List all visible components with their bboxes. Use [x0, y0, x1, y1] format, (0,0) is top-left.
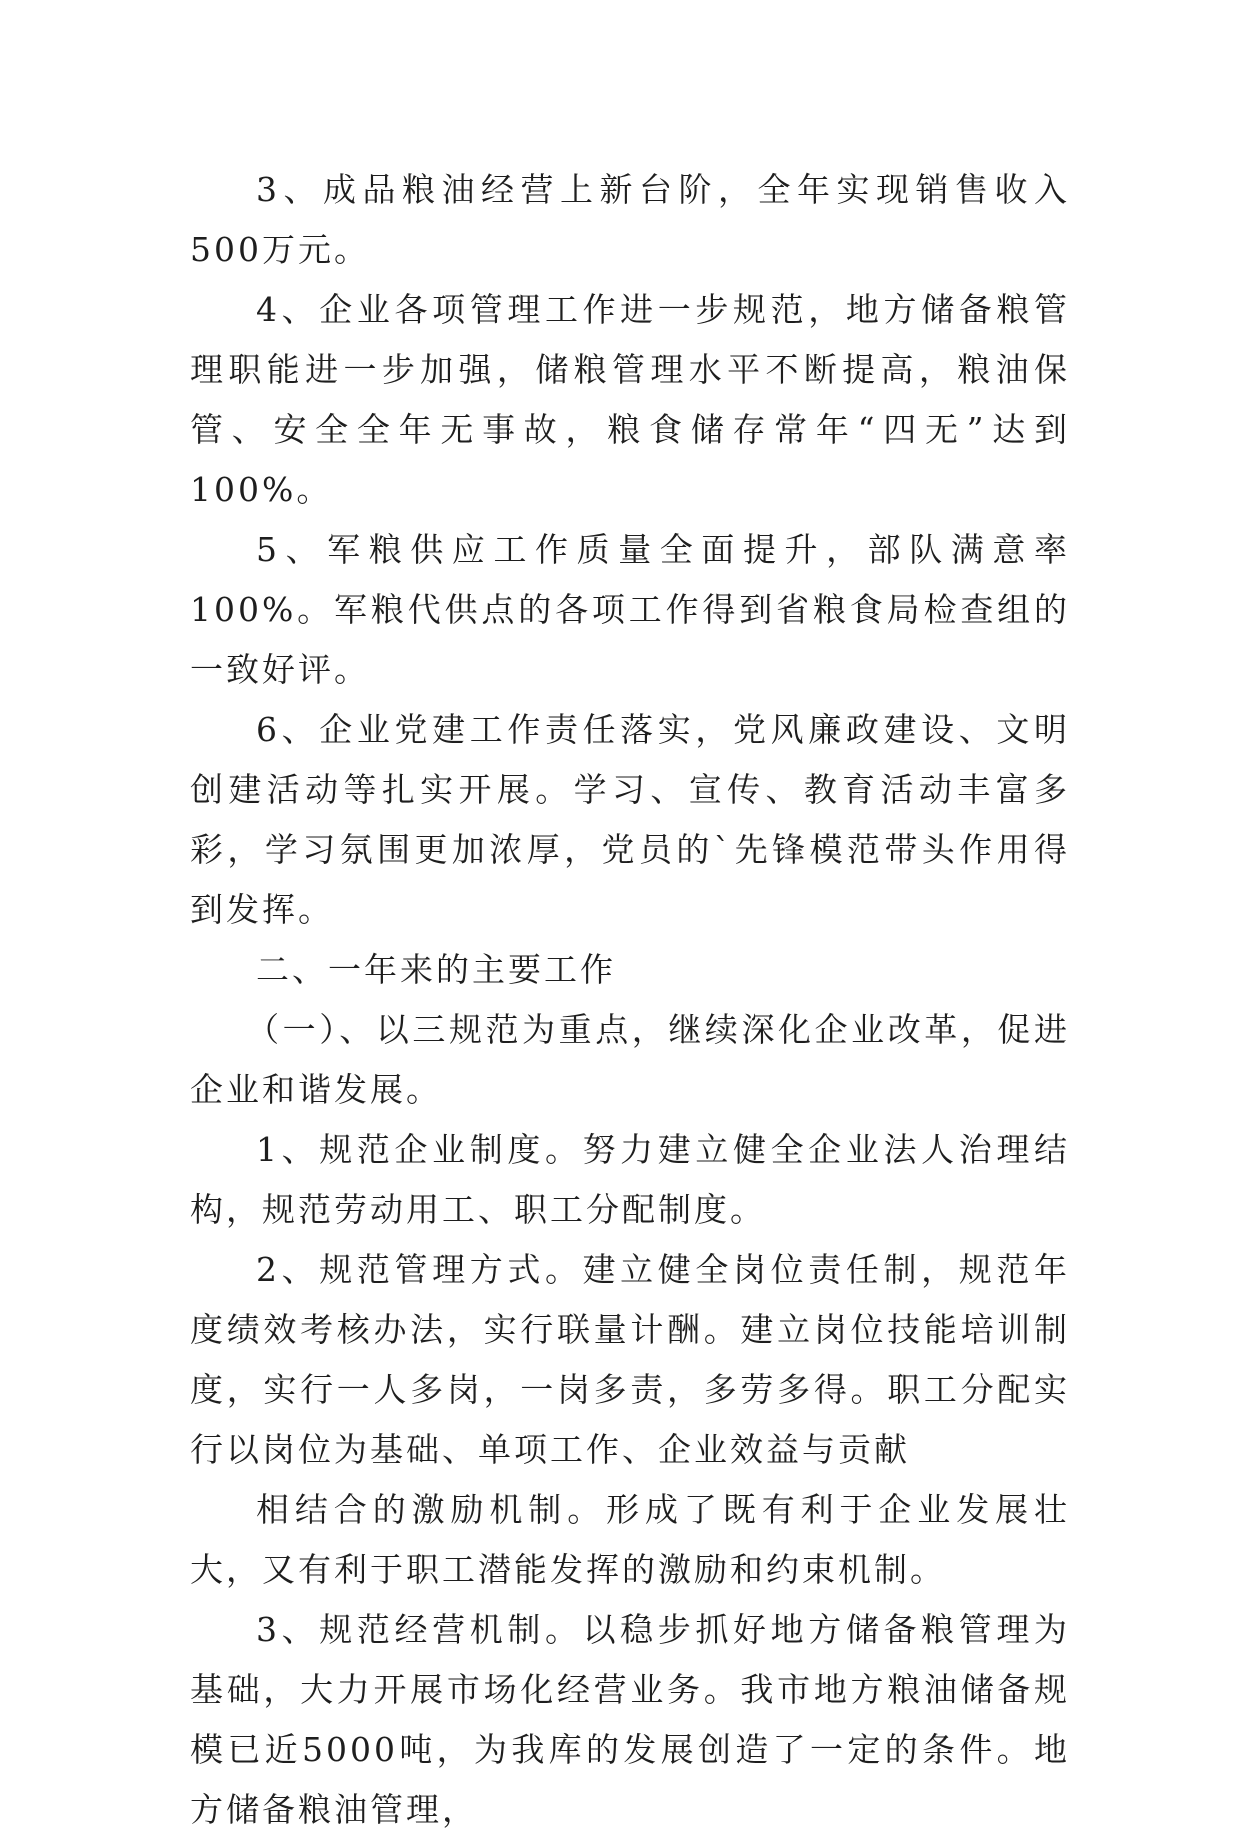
document-body: [190, 160, 1070, 1840]
paragraph-incentive-mechanism: 相结合的激励机制。形成了既有利于企业发展壮大，又有利于职工潜能发挥的激励和约束机制。: [190, 1490, 1070, 1589]
paragraph-military-grain-supply: 5、军粮供应工作质量全面提升，部队满意率100%。军粮代供点的各项工作得到省粮食局检查组的一致好评。: [190, 530, 1070, 689]
section-heading-main-work: 二、一年来的主要工作: [256, 950, 616, 989]
paragraph-enterprise-system: 1、规范企业制度。努力建立健全企业法人治理结构，规范劳动用工、职工分配制度。: [190, 1130, 1070, 1229]
paragraph-party-building: 6、企业党建工作责任落实，党风廉政建设、文明创建活动等扎实开展。学习、宣传、教育活动丰富多彩，学习氛围更加浓厚，党员的`先锋模范带头作用得到发挥。: [190, 710, 1070, 929]
paragraph-operation-mechanism: 3、规范经营机制。以稳步抓好地方储备粮管理为基础，大力开展市场化经营业务。我市地方粮油储备规模已近5000吨，为我库的发展创造了一定的条件。地方储备粮油管理，: [190, 1610, 1070, 1829]
paragraph-sales-target: 3、成品粮油经营上新台阶，全年实现销售收入500万元。: [190, 170, 1070, 269]
paragraph-management-method: 2、规范管理方式。建立健全岗位责任制，规范年度绩效考核办法，实行联量计酬。建立岗位技能培训制度，实行一人多岗，一岗多责，多劳多得。职工分配实行以岗位为基础、单项工作、企业效益与贡献: [190, 1250, 1070, 1469]
paragraph-management-standards: 4、企业各项管理工作进一步规范，地方储备粮管理职能进一步加强，储粮管理水平不断提高，粮油保管、安全全年无事故，粮食储存常年“四无”达到100%。: [190, 290, 1070, 509]
subsection-heading-reform: （一）、以三规范为重点，继续深化企业改革，促进企业和谐发展。: [190, 1010, 1070, 1109]
